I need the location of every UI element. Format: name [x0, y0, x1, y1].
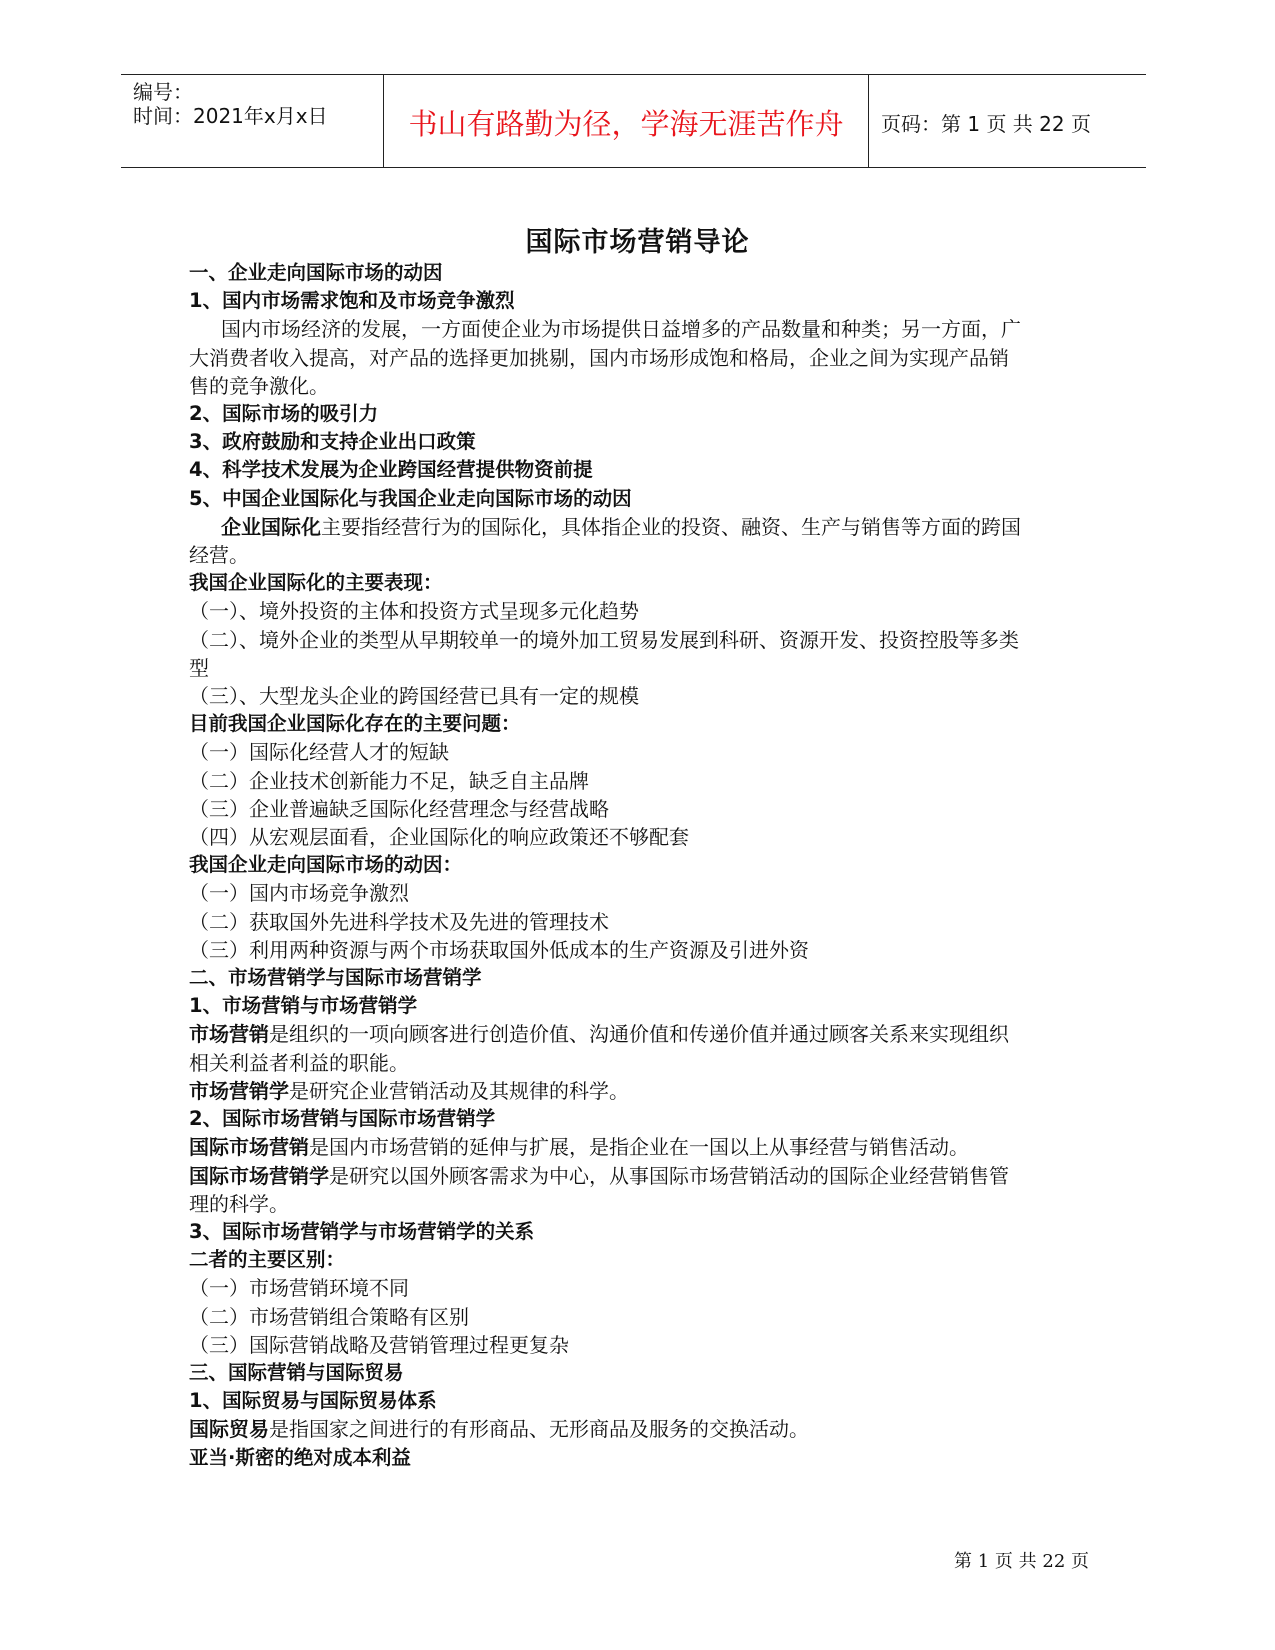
definition-text: 是指国家之间进行的有形商品、无形商品及服务的交换活动。	[269, 1417, 809, 1442]
header-left-cell	[121, 75, 384, 167]
paragraph-line	[189, 1162, 1089, 1190]
document-title: 国际市场营销导论	[525, 227, 750, 258]
definition-text: 是组织的一项向顾客进行创造价值、沟通价值和传递价值并通过顾客关系来实现组织	[269, 1022, 1009, 1047]
subsection-heading: 1、市场营销与市场营销学	[189, 994, 418, 1018]
paragraph-line: 理的科学。	[189, 1191, 289, 1216]
subsection-heading: 4、科学技术发展为企业跨国经营提供物资前提	[189, 458, 593, 482]
list-item: （一）、境外投资的主体和投资方式呈现多元化趋势	[189, 599, 639, 624]
term: 市场营销学	[189, 1078, 289, 1103]
paragraph-line	[189, 1020, 1089, 1048]
doc-number: 编号：	[133, 80, 193, 104]
definition-text: 是研究企业营销活动及其规律的科学。	[289, 1078, 629, 1103]
list-item-continued: 型	[189, 655, 209, 680]
subsection-heading: 5、中国企业国际化与我国企业走向国际市场的动因	[189, 486, 632, 510]
list-item: （一）市场营销环境不同	[189, 1276, 409, 1301]
header-table	[121, 74, 1146, 168]
list-item: （二）市场营销组合策略有区别	[189, 1304, 469, 1329]
header-right-cell	[869, 75, 1146, 167]
paragraph-line	[189, 1133, 1089, 1161]
page-indicator: 页码：第 1 页 共 22 页	[881, 112, 1091, 136]
paragraph-line: 售的竞争激化。	[189, 373, 329, 398]
subsection-heading: 2、国际市场营销与国际市场营销学	[189, 1107, 496, 1131]
paragraph-line	[189, 1077, 1089, 1105]
term: 国际贸易	[189, 1417, 269, 1442]
list-item: （三）企业普遍缺乏国际化经营理念与经营战略	[189, 796, 609, 821]
document-body	[189, 259, 1089, 1472]
subsection-heading: 3、政府鼓励和支持企业出口政策	[189, 430, 476, 454]
section-heading: 一、企业走向国际市场的动因	[189, 261, 443, 284]
list-heading: 二者的主要区别：	[189, 1248, 346, 1272]
term: 市场营销	[189, 1022, 269, 1047]
paragraph-line: 国内市场经济的发展，一方面使企业为市场提供日益增多的产品数量和种类；另一方面，广	[221, 317, 1021, 342]
paragraph-line: 经营。	[189, 543, 249, 568]
list-heading: 我国企业国际化的主要表现：	[189, 571, 443, 595]
section-heading: 二、市场营销学与国际市场营销学	[189, 966, 482, 990]
list-item: （一）国内市场竞争激烈	[189, 881, 409, 906]
term: 国际市场营销学	[189, 1163, 329, 1188]
subsection-heading: 2、国际市场的吸引力	[189, 402, 379, 426]
subsection-heading: 1、国内市场需求饱和及市场竞争激烈	[189, 289, 515, 313]
list-item: （三）国际营销战略及营销管理过程更复杂	[189, 1332, 569, 1357]
paragraph-line: 大消费者收入提高，对产品的选择更加挑剔，国内市场形成饱和格局，企业之间为实现产品销	[189, 345, 1009, 370]
page-footer: 第 1 页 共 22 页	[954, 1551, 1089, 1572]
list-heading: 亚当·斯密的绝对成本利益	[189, 1445, 411, 1469]
term: 国际市场营销	[189, 1135, 309, 1160]
list-item: （三）、大型龙头企业的跨国经营已具有一定的规模	[189, 684, 639, 709]
subsection-heading: 1、国际贸易与国际贸易体系	[189, 1389, 437, 1413]
list-item: （二）获取国外先进科学技术及先进的管理技术	[189, 909, 609, 934]
list-item: （三）利用两种资源与两个市场获取国外低成本的生产资源及引进外资	[189, 937, 809, 962]
list-item: （四）从宏观层面看，企业国际化的响应政策还不够配套	[189, 825, 689, 850]
term: 企业国际化	[221, 514, 321, 539]
list-heading: 目前我国企业国际化存在的主要问题：	[189, 712, 521, 736]
list-item: （一）国际化经营人才的短缺	[189, 740, 449, 765]
list-heading: 我国企业走向国际市场的动因：	[189, 853, 463, 877]
list-item: （二）、境外企业的类型从早期较单一的境外加工贸易发展到科研、资源开发、投资控股等多类	[189, 627, 1019, 652]
definition-text: 是研究以国外顾客需求为中心，从事国际市场营销活动的国际企业经营销售管	[329, 1163, 1009, 1188]
motto: 书山有路勤为径，学海无涯苦作舟	[408, 107, 844, 141]
header-middle-cell	[384, 75, 869, 167]
section-heading: 三、国际营销与国际贸易	[189, 1360, 404, 1384]
paragraph-line	[189, 513, 1089, 541]
doc-time: 时间：2021年x月x日	[133, 104, 328, 128]
list-item: （二）企业技术创新能力不足，缺乏自主品牌	[189, 768, 589, 793]
paragraph-line: 相关利益者利益的职能。	[189, 1050, 409, 1075]
subsection-heading: 3、国际市场营销学与市场营销学的关系	[189, 1219, 535, 1243]
definition-text: 主要指经营行为的国际化，具体指企业的投资、融资、生产与销售等方面的跨国	[321, 514, 1021, 539]
paragraph-line	[189, 1415, 1089, 1443]
definition-text: 是国内市场营销的延伸与扩展，是指企业在一国以上从事经营与销售活动。	[309, 1135, 969, 1160]
